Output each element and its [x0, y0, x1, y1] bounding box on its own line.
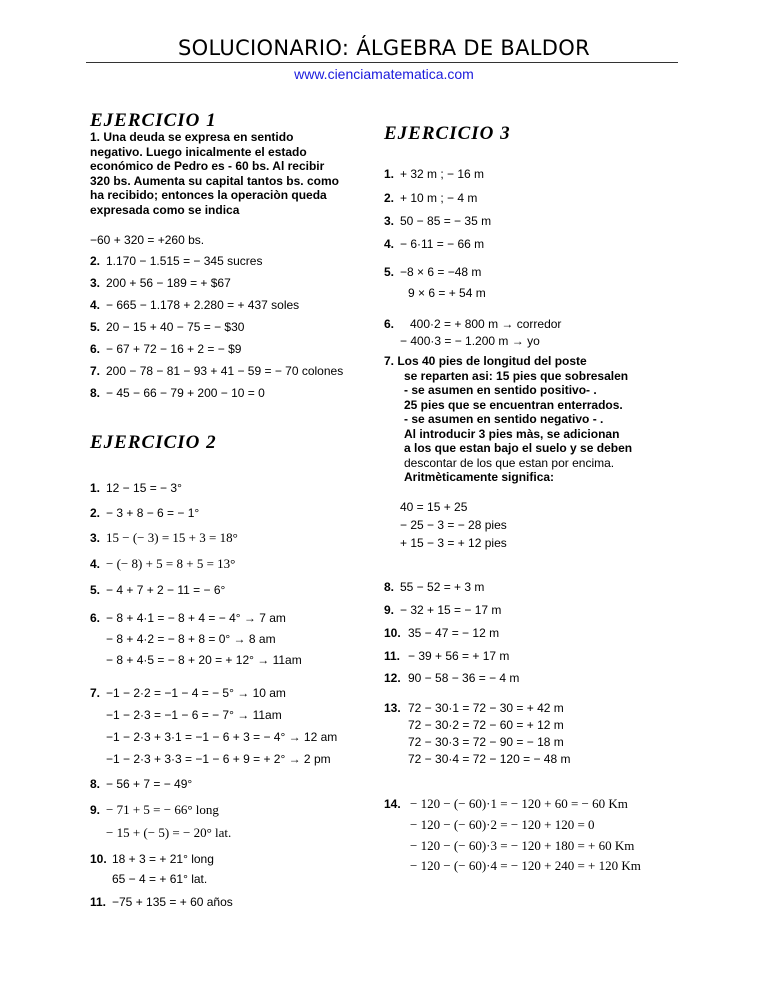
ejercicio-1-item: 8. − 45 − 66 − 79 + 200 − 10 = 0	[90, 386, 265, 400]
ejercicio-2-item: −1 − 2·3 + 3·3 = −1 − 6 + 9 = + 2° → 2 pm	[106, 752, 331, 766]
ejercicio-3-item: 5. −8 × 6 = −48 m	[384, 265, 482, 279]
ejercicio-3-item: − 120 − (− 60)·4 = − 120 + 240 = + 120 Km	[410, 858, 641, 873]
ejercicio-2-item: 4. − (− 8) + 5 = 8 + 5 = 13°	[90, 556, 236, 571]
ejercicio-2-item: 9. − 71 + 5 = − 66° long	[90, 802, 219, 817]
ejercicio-2-item: 65 − 4 = + 61° lat.	[112, 872, 208, 886]
ejercicio-2-item: 3. 15 − (− 3) = 15 + 3 = 18°	[90, 530, 238, 545]
ejercicio-3-item: 6. 400·2 = + 800 m → corredor	[384, 317, 562, 331]
ejercicio-3-item: 72 − 30·3 = 72 − 90 = − 18 m	[408, 735, 564, 749]
ejercicio-1-item: 6. − 67 + 72 − 16 + 2 = − $9	[90, 342, 242, 356]
ejercicio-2-item: −1 − 2·3 + 3·1 = −1 − 6 + 3 = − 4° → 12 am	[106, 730, 338, 744]
ejercicio-1-item: 7. 200 − 78 − 81 − 93 + 41 − 59 = − 70 colones	[90, 364, 344, 378]
ejercicio-1-item: 2. 1.170 − 1.515 = − 345 sucres	[90, 254, 263, 268]
ejercicio-2-item: 1. 12 − 15 = − 3°	[90, 481, 182, 495]
ejercicio-3-item: − 400·3 = − 1.200 m → yo	[400, 334, 540, 348]
ejercicio-3-item: 1. + 32 m ; − 16 m	[384, 167, 485, 181]
ejercicio-3-item: 3. 50 − 85 = − 35 m	[384, 214, 492, 228]
ejercicio-2-heading: EJERCICIO 2	[90, 432, 217, 453]
ejercicio-3-item: 72 − 30·4 = 72 − 120 = − 48 m	[408, 752, 571, 766]
page-title: SOLUCIONARIO: ÁLGEBRA DE BALDOR	[177, 36, 590, 60]
ejercicio-1-item: 5. 20 − 15 + 40 − 75 = − $30	[90, 320, 245, 334]
ejercicio-3-item: 13. 72 − 30·1 = 72 − 30 = + 42 m	[384, 701, 564, 715]
ejercicio-2-item: 5. − 4 + 7 + 2 − 11 = − 6°	[90, 583, 226, 597]
ejercicio-3-item: 72 − 30·2 = 72 − 60 = + 12 m	[408, 718, 564, 732]
ejercicio-2-item: − 8 + 4·5 = − 8 + 20 = + 12° → 11am	[106, 653, 302, 667]
ejercicio-2-item: 8. − 56 + 7 = − 49°	[90, 777, 193, 791]
ejercicio-2-item: −1 − 2·3 = −1 − 6 = − 7° → 11am	[106, 708, 282, 722]
ejercicio-3-item: 9 × 6 = + 54 m	[408, 286, 486, 300]
ejercicio-3-eq: − 25 − 3 = − 28 pies	[400, 518, 507, 532]
ejercicio-3-item: 14. − 120 − (− 60)·1 = − 120 + 60 = − 60 Km	[384, 796, 628, 811]
ejercicio-1-item: 4. − 665 − 1.178 + 2.280 = + 437 soles	[90, 298, 300, 312]
ejercicio-3-item: 9. − 32 + 15 = − 17 m	[384, 603, 502, 617]
ejercicio-3-item: 2. + 10 m ; − 4 m	[384, 191, 478, 205]
ejercicio-2-item: − 15 + (− 5) = − 20° lat.	[106, 825, 232, 840]
ejercicio-1-heading: EJERCICIO 1	[90, 110, 217, 131]
ejercicio-2-item: 2. − 3 + 8 − 6 = − 1°	[90, 506, 200, 520]
ejercicio-3-item: 10. 35 − 47 = − 12 m	[384, 626, 500, 640]
ejercicio-3-problem-7: 7. Los 40 pies de longitud del poste se reparten asi: 15 pies que sobresalen - se asumen en sentido positivo- . 25 pies que se encuentran enterrados. - se asumen en sentido negativo - . Al introducir 3 pies màs, se adicionan a los que estan bajo el suelo y se deben descontar de los que estan por encima. Aritmèticamente significa:	[384, 354, 633, 484]
ejercicio-3-item: 8. 55 − 52 = + 3 m	[384, 580, 485, 594]
ejercicio-3-heading: EJERCICIO 3	[384, 123, 511, 144]
ejercicio-1-item: 3. 200 + 56 − 189 = + $67	[90, 276, 231, 290]
ejercicio-2-item: 10. 18 + 3 = + 21° long	[90, 852, 214, 866]
ejercicio-3-item: 11. − 39 + 56 = + 17 m	[384, 649, 510, 663]
header-divider	[86, 62, 678, 63]
ejercicio-3-eq: 40 = 15 + 25	[400, 500, 468, 514]
ejercicio-3-item: 12. 90 − 58 − 36 = − 4 m	[384, 671, 520, 685]
ejercicio-3-eq: + 15 − 3 = + 12 pies	[400, 536, 507, 550]
ejercicio-2-item: 11. −75 + 135 = + 60 años	[90, 895, 233, 909]
ejercicio-3-item: − 120 − (− 60)·3 = − 120 + 180 = + 60 Km	[410, 838, 635, 853]
ejercicio-2-item: 6. − 8 + 4·1 = − 8 + 4 = − 4° → 7 am	[90, 611, 286, 625]
ejercicio-1-answer-1: −60 + 320 = +260 bs.	[90, 233, 205, 247]
site-link[interactable]: www.cienciamatematica.com	[294, 66, 474, 82]
ejercicio-3-item: 4. − 6·11 = − 66 m	[384, 237, 485, 251]
ejercicio-2-item: − 8 + 4·2 = − 8 + 8 = 0° → 8 am	[106, 632, 276, 646]
ejercicio-3-item: − 120 − (− 60)·2 = − 120 + 120 = 0	[410, 817, 595, 832]
ejercicio-1-problem-text: 1. Una deuda se expresa en sentido negativo. Luego inicalmente el estado económico de Pedro es - 60 bs. Al recibir 320 bs. Aumenta su capital tantos bs. como ha recibido; entonces la operaciòn queda expresada como se indica	[90, 130, 339, 217]
ejercicio-2-item: 7. −1 − 2·2 = −1 − 4 = − 5° → 10 am	[90, 686, 286, 700]
